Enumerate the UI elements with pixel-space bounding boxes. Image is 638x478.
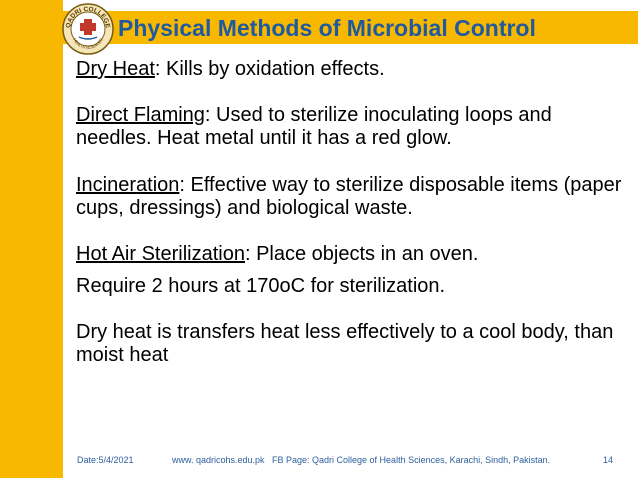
paragraph-text: Require 2 hours at 170oC for sterilization. [76,275,446,297]
svg-text:QADRI COLLEGE: QADRI COLLEGE [64,5,112,29]
term-label: Hot Air Sterilization [76,243,245,265]
college-logo [62,3,114,55]
term-label: Incineration [76,174,180,196]
paragraph-text: : Place objects in an oven. [244,243,479,265]
paragraph-dry-heat [76,58,624,81]
paragraph-incineration [76,174,624,220]
term-label: Dry Heat [76,58,155,80]
paragraph-dry-heat-transfer [76,321,624,367]
paragraph-text: : Kills by oxidation effects. [154,58,385,80]
slide-title: Physical Methods of Microbial Control [118,15,536,41]
footer-website: www. qadricohs.edu.pk [172,455,265,465]
svg-text:HEALTH SCIENCES: HEALTH SCIENCES [72,37,104,51]
paragraph-text: Dry heat is transfers heat less effectively to a cool body, than moist heat [76,321,614,366]
term-label: Direct Flaming [76,104,205,126]
footer-page-number: 14 [603,455,614,465]
paragraph-text: : Effective way to sterilize disposable items (paper cups, dressings) and biological waste. [76,174,622,219]
paragraph-direct-flaming [76,104,624,150]
paragraph-require [76,275,624,298]
footer-date: Date:5/4/2021 [77,455,134,465]
footer-fb-page: FB Page: Qadri College of Health Sciences, Karachi, Sindh, Pakistan. [272,455,551,465]
paragraph-hot-air [76,243,624,266]
paragraph-text: : Used to sterilize inoculating loops and needles. Heat metal until it has a red glow. [76,104,552,149]
slide-body [76,58,624,367]
left-accent-bar [0,0,63,478]
